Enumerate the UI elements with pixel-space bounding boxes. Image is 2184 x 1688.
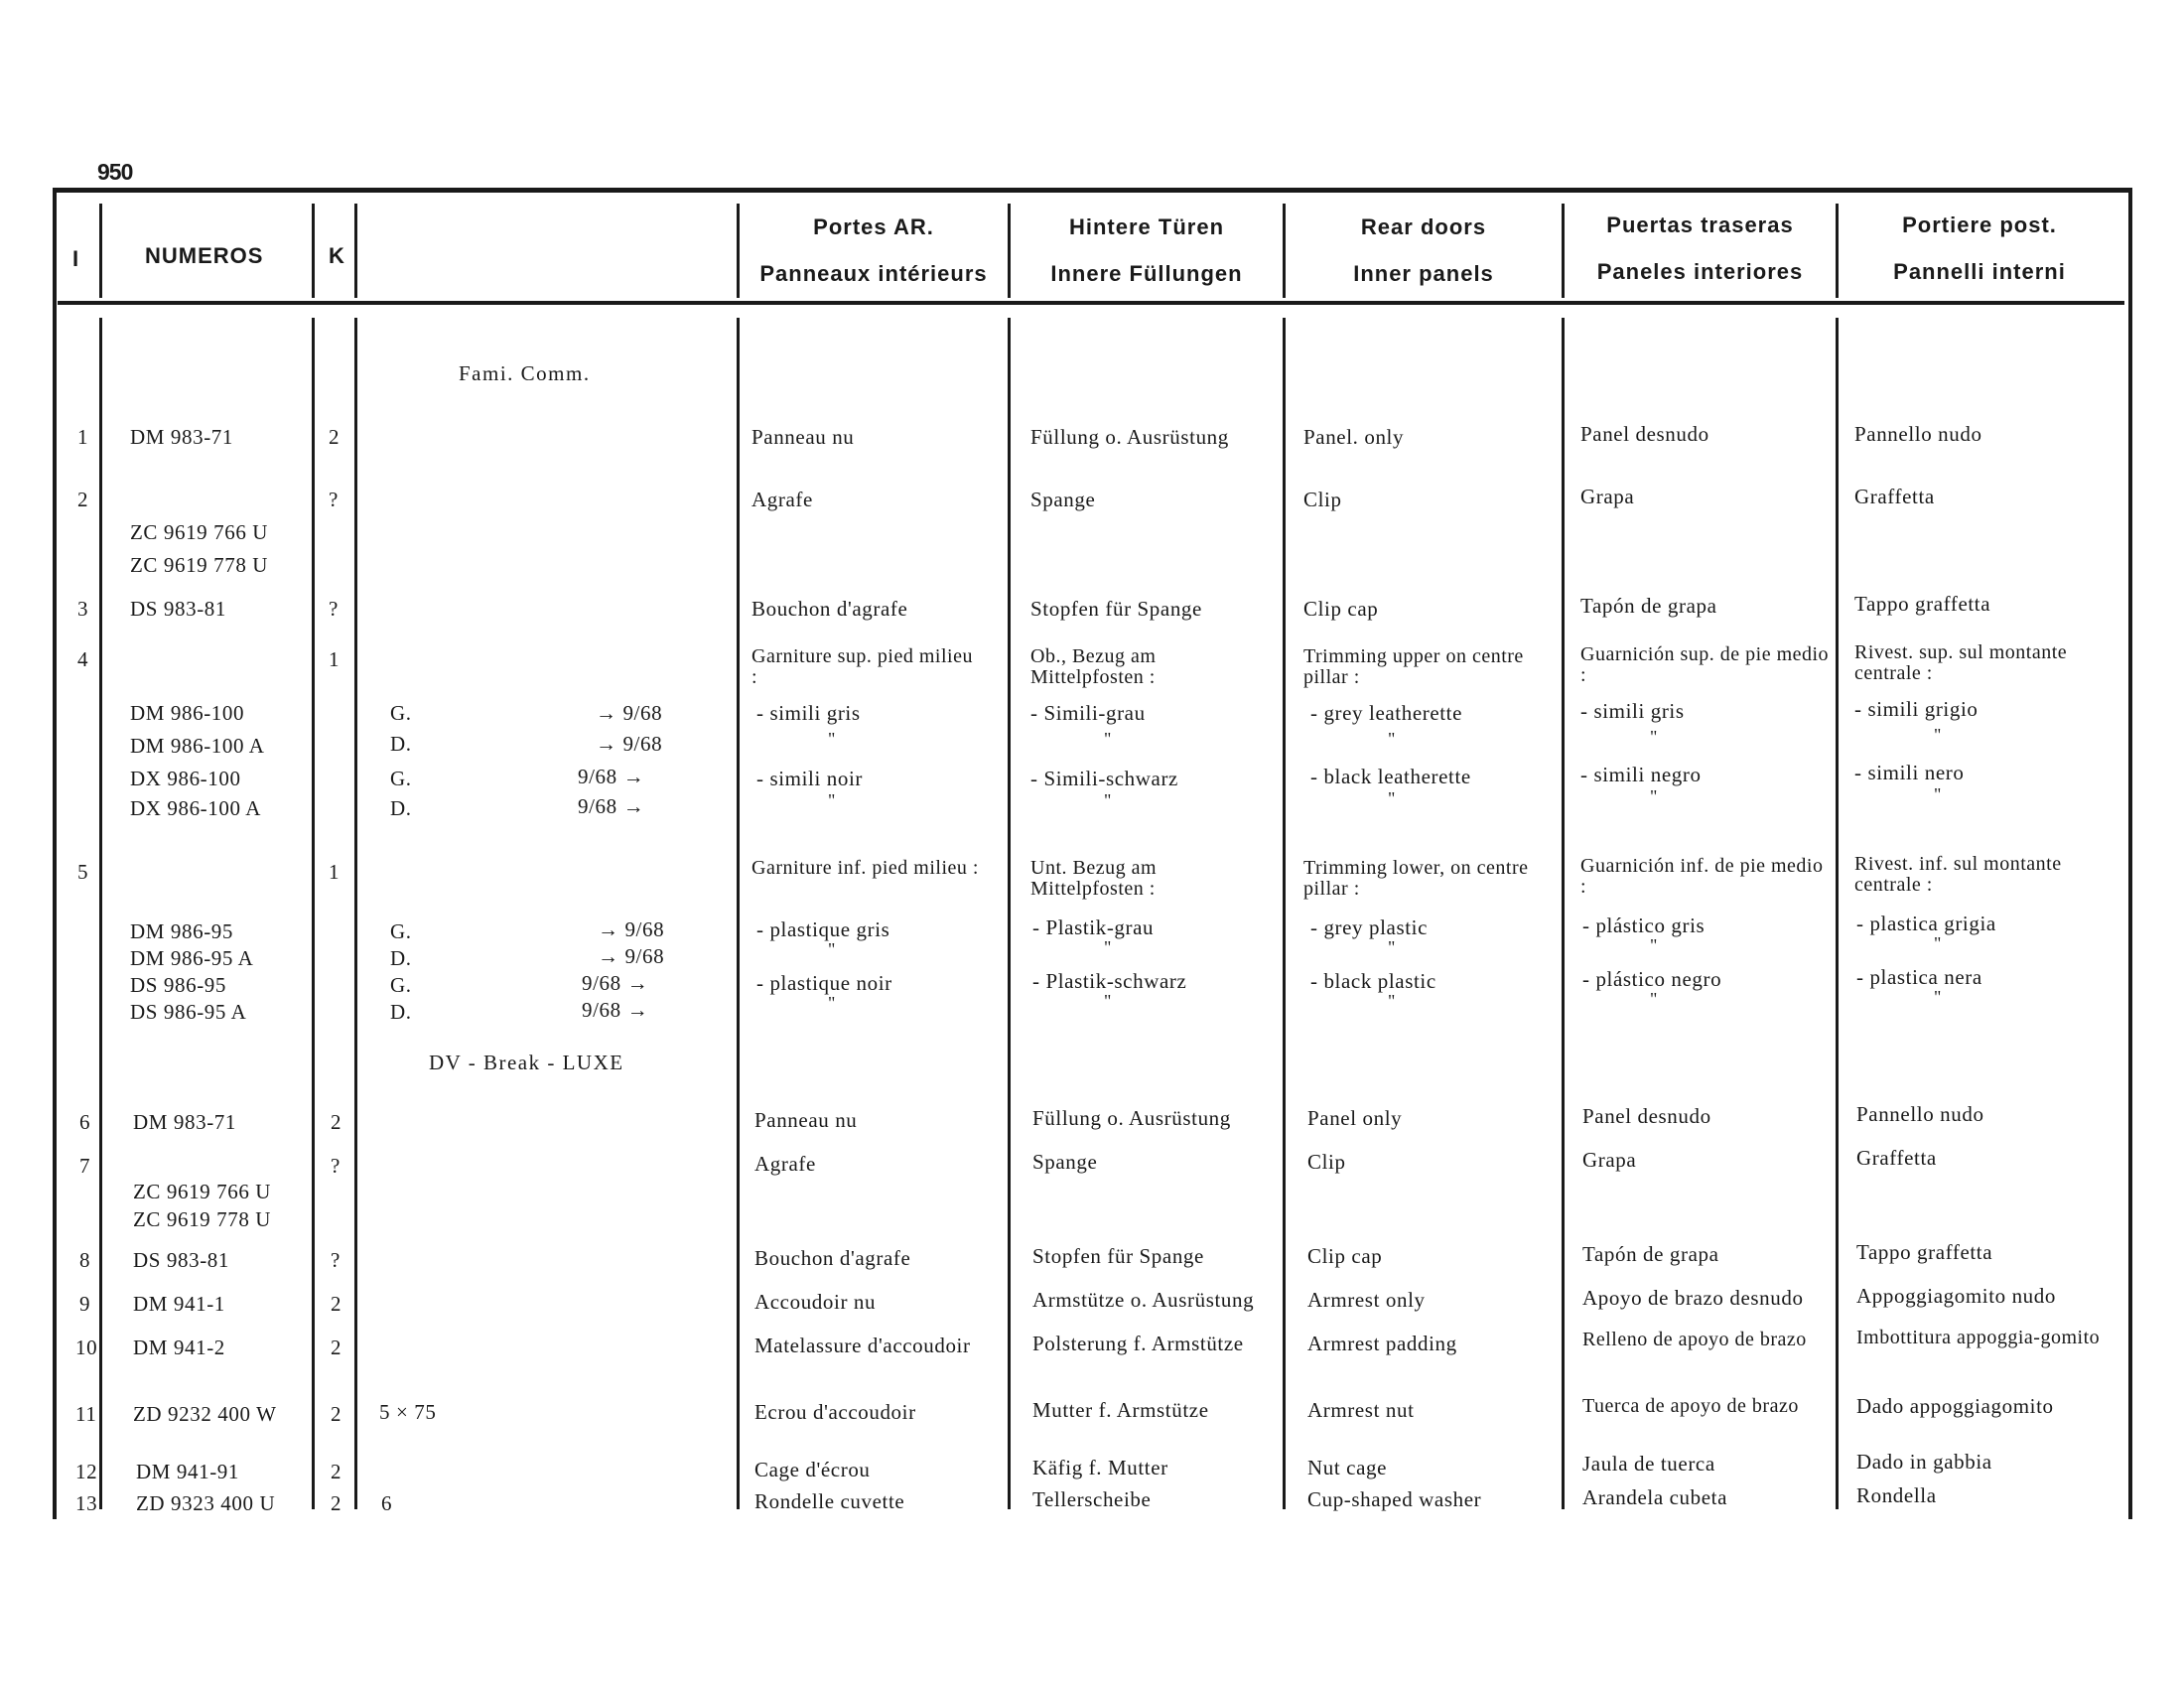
col-line: [312, 318, 315, 1509]
side: D.: [390, 796, 412, 820]
desc-fr: Accoudoir nu: [754, 1290, 877, 1314]
desc-en: Trimming upper on centre pillar :: [1303, 645, 1524, 688]
date-range: 9/68 →: [578, 794, 645, 818]
desc-de: Ob., Bezug am Mittelpfosten :: [1030, 645, 1157, 688]
header-italian: [1839, 212, 2120, 285]
desc-it: Pannello nudo: [1856, 1102, 1984, 1126]
desc-fr: Garniture inf. pied milieu :: [751, 857, 979, 879]
quantity: 2: [331, 1402, 342, 1426]
desc-en: Armrest nut: [1307, 1398, 1415, 1422]
desc-it: Pannello nudo: [1854, 422, 1982, 446]
desc-de: Armstütze o. Ausrüstung: [1032, 1288, 1255, 1312]
col-line: [1836, 318, 1839, 1509]
header-english: [1286, 214, 1562, 287]
ditto-mark: ": [1388, 788, 1396, 808]
desc-es: - plástico gris: [1582, 914, 1706, 937]
part-number: DX 986-100: [130, 767, 241, 790]
quantity: ?: [331, 1154, 341, 1178]
desc-en: Panel. only: [1303, 425, 1405, 449]
part-number: DM 941-2: [133, 1336, 225, 1359]
desc-es: Tapón de grapa: [1580, 594, 1717, 618]
desc-en: - black plastic: [1310, 969, 1436, 993]
desc-es: - plástico negro: [1582, 967, 1722, 991]
desc-fr: Panneau nu: [754, 1108, 858, 1132]
desc-it: Imbottitura appoggia-gomito: [1856, 1327, 2101, 1348]
desc-fr: Garniture sup. pied milieu :: [751, 645, 973, 688]
date-range: → 9/68: [598, 944, 665, 968]
side: G.: [390, 701, 412, 725]
desc-it: - plastica nera: [1856, 965, 1982, 989]
desc-fr: Bouchon d'agrafe: [751, 597, 908, 621]
ditto-mark: ": [1388, 729, 1396, 749]
row-index: 4: [77, 647, 89, 671]
desc-it: Graffetta: [1856, 1146, 1937, 1170]
desc-fr: Matelassure d'accoudoir: [754, 1334, 971, 1357]
row-index: 5: [77, 860, 89, 884]
desc-en: Clip: [1307, 1150, 1346, 1174]
desc-it: Rivest. sup. sul montante centrale :: [1854, 641, 2068, 684]
desc-de: Füllung o. Ausrüstung: [1032, 1106, 1231, 1130]
part-number: DS 983-81: [130, 597, 226, 621]
part-number: ZD 9323 400 U: [136, 1491, 276, 1515]
col-line: [1562, 318, 1565, 1509]
desc-de: Stopfen für Spange: [1032, 1244, 1204, 1268]
desc-es: Guarnición inf. de pie medio :: [1580, 855, 1824, 898]
part-number: DM 986-95 A: [130, 946, 254, 970]
ditto-mark: ": [1104, 937, 1112, 957]
row-index: 13: [75, 1491, 98, 1515]
header-index: I: [72, 246, 80, 271]
col-line: [354, 318, 357, 1509]
desc-fr: Rondelle cuvette: [754, 1489, 905, 1513]
desc-it: - simili grigio: [1854, 697, 1979, 721]
desc-it: Rivest. inf. sul montante centrale :: [1854, 853, 2062, 896]
row-index: 8: [79, 1248, 91, 1272]
desc-fr: Bouchon d'agrafe: [754, 1246, 911, 1270]
quantity: 2: [331, 1491, 342, 1515]
desc-fr: Agrafe: [754, 1152, 816, 1176]
ditto-mark: ": [1388, 937, 1396, 957]
desc-en: Cup-shaped washer: [1307, 1487, 1482, 1511]
header-german-l2: Innere Füllungen: [1050, 261, 1243, 286]
desc-de: Stopfen für Spange: [1030, 597, 1202, 621]
col-line: [737, 318, 740, 1509]
desc-es: Grapa: [1582, 1148, 1637, 1172]
table-frame: [53, 188, 2132, 1519]
desc-es: Panel desnudo: [1580, 422, 1709, 446]
part-number: DS 986-95 A: [130, 1000, 247, 1024]
desc-de: Spange: [1030, 488, 1096, 511]
header-spanish: [1565, 212, 1836, 285]
part-number: DM 941-1: [133, 1292, 225, 1316]
desc-es: Arandela cubeta: [1582, 1485, 1728, 1509]
quantity: 2: [331, 1110, 342, 1134]
header-spanish-l2: Paneles interiores: [1596, 259, 1804, 284]
quantity: 2: [331, 1460, 342, 1483]
desc-es: - simili gris: [1580, 699, 1685, 723]
side: D.: [390, 732, 412, 756]
header-french-l1: Portes AR.: [813, 214, 934, 239]
desc-en: Panel only: [1307, 1106, 1403, 1130]
ditto-mark: ": [1650, 727, 1658, 747]
date-range: 9/68 →: [582, 998, 649, 1022]
header-rule: [58, 301, 2124, 305]
part-number: DM 983-71: [133, 1110, 236, 1134]
desc-it: Appoggiagomito nudo: [1856, 1284, 2056, 1308]
desc-de: Polsterung f. Armstütze: [1032, 1332, 1244, 1355]
quantity: ?: [329, 488, 339, 511]
ditto-mark: ": [1104, 991, 1112, 1011]
header-numeros: NUMEROS: [145, 243, 264, 268]
desc-en: Nut cage: [1307, 1456, 1388, 1479]
desc-it: Rondella: [1856, 1483, 1937, 1507]
ditto-mark: ": [1388, 991, 1396, 1011]
desc-it: - plastica grigia: [1856, 912, 1996, 935]
desc-es: Panel desnudo: [1582, 1104, 1711, 1128]
part-number: ZC 9619 778 U: [133, 1207, 272, 1231]
ditto-mark: ": [828, 729, 836, 749]
header-italian-l2: Pannelli interni: [1893, 259, 2066, 284]
header-spanish-l1: Puertas traseras: [1606, 212, 1794, 237]
row-index: 3: [77, 597, 89, 621]
ditto-mark: ": [1934, 725, 1942, 745]
desc-de: - Simili-schwarz: [1030, 767, 1178, 790]
desc-en: Clip cap: [1303, 597, 1379, 621]
desc-it: Dado appoggiagomito: [1856, 1394, 2054, 1418]
section-label: DV - Break - LUXE: [429, 1051, 624, 1074]
ditto-mark: ": [1934, 987, 1942, 1007]
date-range: → 9/68: [598, 917, 665, 941]
header-french: [740, 214, 1008, 287]
header-german-l1: Hintere Türen: [1068, 214, 1225, 239]
date-range: → 9/68: [596, 732, 663, 756]
ditto-mark: ": [828, 993, 836, 1013]
date-range: 9/68 →: [582, 971, 649, 995]
desc-de: Mutter f. Armstütze: [1032, 1398, 1209, 1422]
part-number: ZD 9232 400 W: [133, 1402, 277, 1426]
date-range: 9/68 →: [578, 765, 645, 788]
ditto-mark: ": [1104, 790, 1112, 810]
desc-de: - Plastik-schwarz: [1032, 969, 1187, 993]
side: G.: [390, 767, 412, 790]
ditto-mark: ": [1104, 729, 1112, 749]
row-index: 12: [75, 1460, 98, 1483]
ditto-mark: ": [1934, 933, 1942, 953]
side: D.: [390, 1000, 412, 1024]
part-number: ZC 9619 766 U: [133, 1180, 272, 1203]
part-number: DM 941-91: [136, 1460, 239, 1483]
desc-es: Guarnición sup. de pie medio :: [1580, 643, 1830, 686]
desc-it: Dado in gabbia: [1856, 1450, 1992, 1474]
row-index: 7: [79, 1154, 91, 1178]
date-range: → 9/68: [596, 701, 663, 725]
desc-it: Graffetta: [1854, 485, 1935, 508]
row-index: 11: [75, 1402, 97, 1426]
row-index: 2: [77, 488, 89, 511]
desc-it: - simili nero: [1854, 761, 1965, 784]
side: G.: [390, 919, 412, 943]
quantity: ?: [329, 597, 339, 621]
desc-fr: Cage d'écrou: [754, 1458, 871, 1481]
side: D.: [390, 946, 412, 970]
ditto-mark: ": [1650, 989, 1658, 1009]
part-number: DM 986-100 A: [130, 734, 265, 758]
desc-de: - Simili-grau: [1030, 701, 1146, 725]
ditto-mark: ": [1934, 784, 1942, 804]
side: G.: [390, 973, 412, 997]
ditto-mark: ": [1650, 935, 1658, 955]
desc-fr: - simili noir: [756, 767, 863, 790]
quantity: 2: [331, 1292, 342, 1316]
desc-en: Armrest padding: [1307, 1332, 1457, 1355]
desc-en: - grey leatherette: [1310, 701, 1463, 725]
desc-de: Unt. Bezug am Mittelpfosten :: [1030, 857, 1158, 900]
desc-de: Füllung o. Ausrüstung: [1030, 425, 1229, 449]
desc-de: Tellerscheibe: [1032, 1487, 1152, 1511]
dimension: 6: [381, 1491, 393, 1515]
desc-it: Tappo graffetta: [1856, 1240, 1993, 1264]
desc-fr: Ecrou d'accoudoir: [754, 1400, 916, 1424]
quantity: ?: [331, 1248, 341, 1272]
header-italian-l1: Portiere post.: [1902, 212, 2057, 237]
desc-es: Grapa: [1580, 485, 1635, 508]
section-label: Fami. Comm.: [459, 361, 591, 385]
quantity: 1: [329, 860, 341, 884]
header-k: K: [329, 243, 345, 268]
quantity: 1: [329, 647, 341, 671]
row-index: 1: [77, 425, 89, 449]
desc-en: Armrest only: [1307, 1288, 1426, 1312]
desc-es: Tuerca de apoyo de brazo: [1582, 1395, 1799, 1417]
part-number: DM 986-95: [130, 919, 233, 943]
ditto-mark: ": [1650, 786, 1658, 806]
col-line: [354, 204, 357, 298]
desc-fr: - plastique noir: [756, 971, 892, 995]
part-number: DM 986-100: [130, 701, 245, 725]
part-number: DS 983-81: [133, 1248, 229, 1272]
page-number: 950: [97, 159, 133, 185]
col-line: [312, 204, 315, 298]
part-number: ZC 9619 778 U: [130, 553, 269, 577]
desc-es: - simili negro: [1580, 763, 1702, 786]
quantity: 2: [331, 1336, 342, 1359]
part-number: DX 986-100 A: [130, 796, 262, 820]
desc-de: Käfig f. Mutter: [1032, 1456, 1168, 1479]
header-french-l2: Panneaux intérieurs: [759, 261, 988, 286]
desc-fr: - simili gris: [756, 701, 861, 725]
part-number: DS 986-95: [130, 973, 226, 997]
col-line: [99, 204, 102, 298]
col-line: [1008, 318, 1011, 1509]
col-line: [99, 318, 102, 1509]
desc-en: Clip cap: [1307, 1244, 1383, 1268]
header-english-l1: Rear doors: [1360, 214, 1487, 239]
row-index: 6: [79, 1110, 91, 1134]
part-number: ZC 9619 766 U: [130, 520, 269, 544]
col-line: [1283, 318, 1286, 1509]
dimension: 5 × 75: [379, 1400, 437, 1424]
desc-de: Spange: [1032, 1150, 1098, 1174]
desc-es: Tapón de grapa: [1582, 1242, 1719, 1266]
ditto-mark: ": [828, 939, 836, 959]
desc-en: Clip: [1303, 488, 1342, 511]
row-index: 10: [75, 1336, 98, 1359]
desc-es: Jaula de tuerca: [1582, 1452, 1715, 1476]
header-english-l2: Inner panels: [1353, 261, 1494, 286]
desc-en: - grey plastic: [1310, 915, 1429, 939]
desc-fr: Agrafe: [751, 488, 813, 511]
row-index: 9: [79, 1292, 91, 1316]
ditto-mark: ": [828, 790, 836, 810]
desc-de: - Plastik-grau: [1032, 915, 1155, 939]
desc-fr: Panneau nu: [751, 425, 855, 449]
quantity: 2: [329, 425, 341, 449]
part-number: DM 983-71: [130, 425, 233, 449]
desc-en: Trimming lower, on centre pillar :: [1303, 857, 1529, 900]
desc-es: Apoyo de brazo desnudo: [1582, 1286, 1804, 1310]
header-german: [1011, 214, 1283, 287]
desc-es: Relleno de apoyo de brazo: [1582, 1329, 1807, 1350]
desc-fr: - plastique gris: [756, 917, 890, 941]
desc-en: - black leatherette: [1310, 765, 1471, 788]
desc-it: Tappo graffetta: [1854, 592, 1991, 616]
